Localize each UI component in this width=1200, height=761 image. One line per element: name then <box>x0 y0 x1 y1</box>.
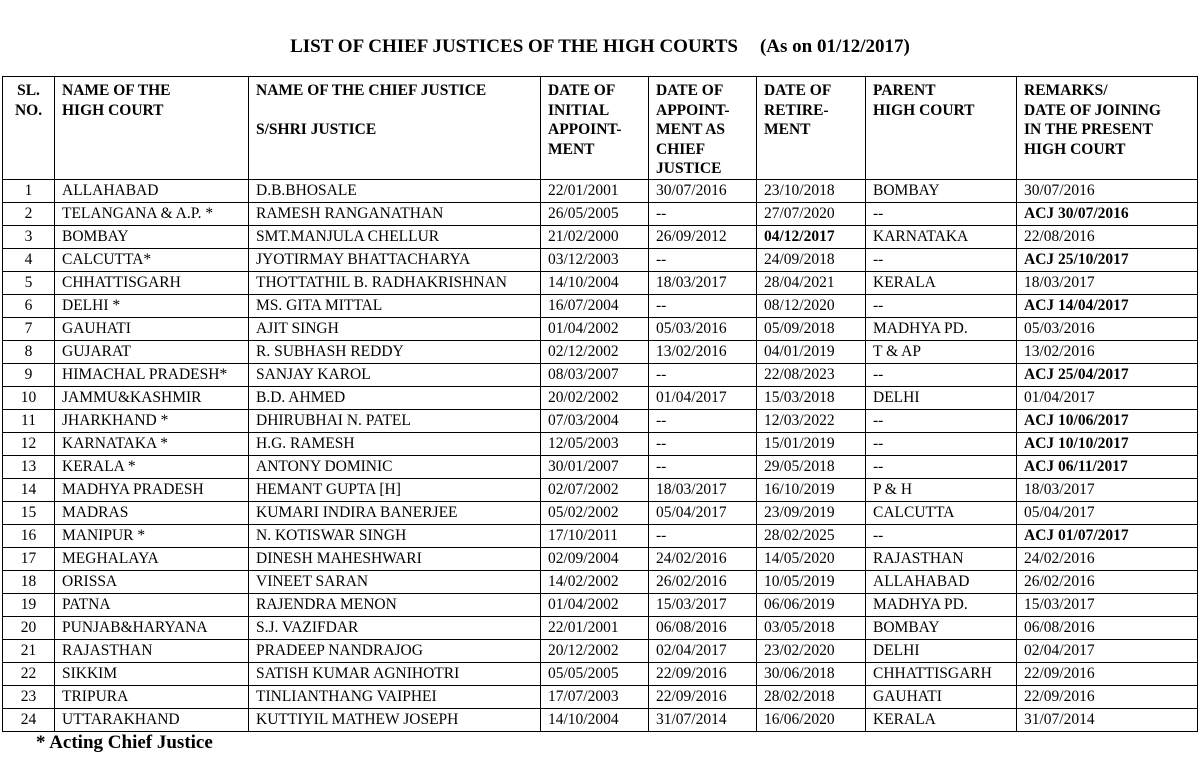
cell-high-court: KERALA * <box>55 456 249 479</box>
cell-remarks: ACJ 10/06/2017 <box>1017 410 1198 433</box>
cell-parent-court: -- <box>866 364 1017 387</box>
cell-chief-justice: SANJAY KAROL <box>249 364 541 387</box>
cell-sl-no: 5 <box>3 272 55 295</box>
cell-remarks: 06/08/2016 <box>1017 617 1198 640</box>
table-row <box>3 295 1198 318</box>
cell-retirement: 04/12/2017 <box>757 226 866 249</box>
cell-cj-appointment: 15/03/2017 <box>649 594 757 617</box>
header-line: IN THE PRESENT <box>1024 121 1153 138</box>
cell-chief-justice: VINEET SARAN <box>249 571 541 594</box>
cell-parent-court: ALLAHABAD <box>866 571 1017 594</box>
cell-sl-no: 15 <box>3 502 55 525</box>
cell-high-court: MANIPUR * <box>55 525 249 548</box>
table-row <box>3 249 1198 272</box>
cell-chief-justice: N. KOTISWAR SINGH <box>249 525 541 548</box>
header-line: HIGH COURT <box>62 101 164 119</box>
cell-sl-no: 8 <box>3 341 55 364</box>
header-line: RETIRE- <box>764 101 829 119</box>
cell-retirement: 27/07/2020 <box>757 203 866 226</box>
cell-high-court: PUNJAB&HARYANA <box>55 617 249 640</box>
cell-remarks: 13/02/2016 <box>1017 341 1198 364</box>
cell-parent-court: -- <box>866 295 1017 318</box>
parent-court-header <box>866 77 1017 180</box>
cell-initial-appointment: 02/09/2004 <box>541 548 649 571</box>
cell-sl-no: 23 <box>3 686 55 709</box>
cell-high-court: TELANGANA & A.P. * <box>55 203 249 226</box>
cell-cj-appointment: -- <box>649 203 757 226</box>
cell-initial-appointment: 03/12/2003 <box>541 249 649 272</box>
header-line: DATE OF JOINING <box>1024 101 1161 119</box>
header-line: NO. <box>14 101 43 119</box>
cell-parent-court: -- <box>866 410 1017 433</box>
cell-retirement: 23/02/2020 <box>757 640 866 663</box>
cell-sl-no: 19 <box>3 594 55 617</box>
table-header-row <box>3 77 1198 180</box>
cell-initial-appointment: 14/10/2004 <box>541 272 649 295</box>
cell-parent-court: P & H <box>866 479 1017 502</box>
cell-retirement: 16/06/2020 <box>757 709 866 732</box>
cell-chief-justice: MS. GITA MITTAL <box>249 295 541 318</box>
cell-high-court: CHHATTISGARH <box>55 272 249 295</box>
header-line: NAME OF THE CHIEF JUSTICE <box>256 82 487 99</box>
cell-parent-court: BOMBAY <box>866 617 1017 640</box>
cell-cj-appointment: 13/02/2016 <box>649 341 757 364</box>
cell-sl-no: 16 <box>3 525 55 548</box>
header-line: APPOINT- <box>656 101 730 119</box>
cell-initial-appointment: 17/10/2011 <box>541 525 649 548</box>
cell-sl-no: 21 <box>3 640 55 663</box>
cell-initial-appointment: 02/07/2002 <box>541 479 649 502</box>
header-line: CHIEF <box>656 140 706 158</box>
cell-high-court: CALCUTTA* <box>55 249 249 272</box>
table-row <box>3 663 1198 686</box>
cell-cj-appointment: 22/09/2016 <box>649 663 757 686</box>
cell-high-court: DELHI * <box>55 295 249 318</box>
cell-parent-court: KERALA <box>866 272 1017 295</box>
cell-chief-justice: R. SUBHASH REDDY <box>249 341 541 364</box>
cell-high-court: TRIPURA <box>55 686 249 709</box>
cell-cj-appointment: 02/04/2017 <box>649 640 757 663</box>
cell-initial-appointment: 14/10/2004 <box>541 709 649 732</box>
cell-high-court: MEGHALAYA <box>55 548 249 571</box>
cell-initial-appointment: 20/02/2002 <box>541 387 649 410</box>
cell-initial-appointment: 26/05/2005 <box>541 203 649 226</box>
cell-remarks: 18/03/2017 <box>1017 272 1198 295</box>
table-row <box>3 226 1198 249</box>
cell-retirement: 12/03/2022 <box>757 410 866 433</box>
table-row <box>3 571 1198 594</box>
high-court-header <box>55 77 249 180</box>
cell-initial-appointment: 22/01/2001 <box>541 617 649 640</box>
cell-cj-appointment: 30/07/2016 <box>649 180 757 203</box>
table-row <box>3 709 1198 732</box>
cell-retirement: 15/03/2018 <box>757 387 866 410</box>
cell-initial-appointment: 08/03/2007 <box>541 364 649 387</box>
table-row <box>3 180 1198 203</box>
cell-initial-appointment: 12/05/2003 <box>541 433 649 456</box>
header-line: MENT <box>548 140 595 158</box>
cell-remarks: 01/04/2017 <box>1017 387 1198 410</box>
cell-chief-justice: THOTTATHIL B. RADHAKRISHNAN <box>249 272 541 295</box>
cell-sl-no: 9 <box>3 364 55 387</box>
cell-parent-court: T & AP <box>866 341 1017 364</box>
cell-initial-appointment: 05/05/2005 <box>541 663 649 686</box>
cell-chief-justice: KUMARI INDIRA BANERJEE <box>249 502 541 525</box>
cell-chief-justice: PRADEEP NANDRAJOG <box>249 640 541 663</box>
cell-chief-justice: RAMESH RANGANATHAN <box>249 203 541 226</box>
cell-retirement: 22/08/2023 <box>757 364 866 387</box>
cell-cj-appointment: -- <box>649 456 757 479</box>
cell-retirement: 08/12/2020 <box>757 295 866 318</box>
cell-remarks: ACJ 30/07/2016 <box>1017 203 1198 226</box>
table-row <box>3 548 1198 571</box>
cell-sl-no: 18 <box>3 571 55 594</box>
cell-sl-no: 24 <box>3 709 55 732</box>
cell-chief-justice: B.D. AHMED <box>249 387 541 410</box>
cell-initial-appointment: 22/01/2001 <box>541 180 649 203</box>
cell-remarks: ACJ 06/11/2017 <box>1017 456 1198 479</box>
table-row <box>3 364 1198 387</box>
cell-high-court: ORISSA <box>55 571 249 594</box>
cell-parent-court: BOMBAY <box>866 180 1017 203</box>
cell-high-court: ALLAHABAD <box>55 180 249 203</box>
cell-initial-appointment: 14/02/2002 <box>541 571 649 594</box>
cell-remarks: 05/03/2016 <box>1017 318 1198 341</box>
cell-retirement: 28/02/2025 <box>757 525 866 548</box>
cell-chief-justice: DINESH MAHESHWARI <box>249 548 541 571</box>
table-row <box>3 387 1198 410</box>
cell-remarks: 05/04/2017 <box>1017 502 1198 525</box>
cell-sl-no: 6 <box>3 295 55 318</box>
cell-initial-appointment: 07/03/2004 <box>541 410 649 433</box>
cell-sl-no: 2 <box>3 203 55 226</box>
cell-chief-justice: JYOTIRMAY BHATTACHARYA <box>249 249 541 272</box>
header-line: S/SHRI JUSTICE <box>256 121 377 138</box>
cell-high-court: GAUHATI <box>55 318 249 341</box>
chief-justices-table <box>2 76 1198 732</box>
cell-chief-justice: SMT.MANJULA CHELLUR <box>249 226 541 249</box>
table-row <box>3 433 1198 456</box>
cell-cj-appointment: -- <box>649 410 757 433</box>
cell-parent-court: CHHATTISGARH <box>866 663 1017 686</box>
cell-retirement: 16/10/2019 <box>757 479 866 502</box>
title-date: (As on 01/12/2017) <box>759 36 910 57</box>
cell-high-court: PATNA <box>55 594 249 617</box>
header-line: DATE OF <box>656 82 724 99</box>
retirement-header <box>757 77 866 180</box>
cell-parent-court: GAUHATI <box>866 686 1017 709</box>
cell-chief-justice: TINLIANTHANG VAIPHEI <box>249 686 541 709</box>
cell-cj-appointment: 31/07/2014 <box>649 709 757 732</box>
cell-remarks: 24/02/2016 <box>1017 548 1198 571</box>
cell-retirement: 24/09/2018 <box>757 249 866 272</box>
cell-parent-court: DELHI <box>866 387 1017 410</box>
header-line: HIGH COURT <box>1024 140 1126 158</box>
cell-retirement: 29/05/2018 <box>757 456 866 479</box>
title-main: LIST OF CHIEF JUSTICES OF THE HIGH COURTS <box>290 36 738 57</box>
cell-initial-appointment: 20/12/2002 <box>541 640 649 663</box>
table-row <box>3 640 1198 663</box>
header-line: JUSTICE <box>656 160 722 177</box>
table-row <box>3 318 1198 341</box>
header-line: HIGH COURT <box>873 101 975 119</box>
cell-retirement: 30/06/2018 <box>757 663 866 686</box>
cell-parent-court: MADHYA PD. <box>866 318 1017 341</box>
cell-sl-no: 7 <box>3 318 55 341</box>
cell-initial-appointment: 02/12/2002 <box>541 341 649 364</box>
page-title <box>0 36 1200 58</box>
cell-chief-justice: AJIT SINGH <box>249 318 541 341</box>
cell-chief-justice: ANTONY DOMINIC <box>249 456 541 479</box>
cell-sl-no: 14 <box>3 479 55 502</box>
cell-remarks: 26/02/2016 <box>1017 571 1198 594</box>
table-row <box>3 410 1198 433</box>
cell-parent-court: KERALA <box>866 709 1017 732</box>
cell-initial-appointment: 17/07/2003 <box>541 686 649 709</box>
header-line <box>256 101 540 121</box>
cell-remarks: 22/09/2016 <box>1017 663 1198 686</box>
header-line: NAME OF THE <box>62 82 171 99</box>
cell-cj-appointment: 26/02/2016 <box>649 571 757 594</box>
table-row <box>3 525 1198 548</box>
cell-initial-appointment: 01/04/2002 <box>541 594 649 617</box>
cell-chief-justice: D.B.BHOSALE <box>249 180 541 203</box>
cell-sl-no: 17 <box>3 548 55 571</box>
cell-cj-appointment: -- <box>649 525 757 548</box>
cell-retirement: 03/05/2018 <box>757 617 866 640</box>
cell-sl-no: 11 <box>3 410 55 433</box>
cell-high-court: BOMBAY <box>55 226 249 249</box>
cell-cj-appointment: -- <box>649 249 757 272</box>
header-line: DATE OF <box>764 82 832 99</box>
remarks-header <box>1017 77 1198 180</box>
cell-cj-appointment: 18/03/2017 <box>649 272 757 295</box>
cell-chief-justice: S.J. VAZIFDAR <box>249 617 541 640</box>
cell-remarks: 15/03/2017 <box>1017 594 1198 617</box>
sl-no-header <box>3 77 55 180</box>
cell-remarks: ACJ 25/04/2017 <box>1017 364 1198 387</box>
cell-cj-appointment: 05/04/2017 <box>649 502 757 525</box>
cell-high-court: SIKKIM <box>55 663 249 686</box>
header-line: DATE OF <box>548 82 616 99</box>
cell-remarks: 22/09/2016 <box>1017 686 1198 709</box>
cell-chief-justice: KUTTIYIL MATHEW JOSEPH <box>249 709 541 732</box>
cell-chief-justice: SATISH KUMAR AGNIHOTRI <box>249 663 541 686</box>
table-row <box>3 456 1198 479</box>
table-body <box>3 180 1198 732</box>
cell-parent-court: -- <box>866 433 1017 456</box>
header-line: MENT AS <box>656 121 726 138</box>
cell-cj-appointment: 18/03/2017 <box>649 479 757 502</box>
cell-remarks: 18/03/2017 <box>1017 479 1198 502</box>
chief-justice-name-header <box>249 77 541 180</box>
cell-high-court: JAMMU&KASHMIR <box>55 387 249 410</box>
cell-retirement: 14/05/2020 <box>757 548 866 571</box>
cell-retirement: 23/09/2019 <box>757 502 866 525</box>
cell-parent-court: KARNATAKA <box>866 226 1017 249</box>
table-row <box>3 617 1198 640</box>
table-row <box>3 594 1198 617</box>
header-line: INITIAL <box>548 101 610 119</box>
cell-initial-appointment: 01/04/2002 <box>541 318 649 341</box>
cell-sl-no: 1 <box>3 180 55 203</box>
cell-high-court: MADRAS <box>55 502 249 525</box>
cell-parent-court: DELHI <box>866 640 1017 663</box>
cell-parent-court: CALCUTTA <box>866 502 1017 525</box>
header-line: APPOINT- <box>548 121 622 138</box>
cell-cj-appointment: 05/03/2016 <box>649 318 757 341</box>
header-line: PARENT <box>873 82 936 99</box>
cell-sl-no: 12 <box>3 433 55 456</box>
cell-sl-no: 13 <box>3 456 55 479</box>
cell-high-court: KARNATAKA * <box>55 433 249 456</box>
cell-sl-no: 4 <box>3 249 55 272</box>
cell-retirement: 28/02/2018 <box>757 686 866 709</box>
cell-initial-appointment: 30/01/2007 <box>541 456 649 479</box>
cell-parent-court: -- <box>866 203 1017 226</box>
cell-high-court: MADHYA PRADESH <box>55 479 249 502</box>
cell-sl-no: 10 <box>3 387 55 410</box>
header-line: REMARKS/ <box>1024 82 1108 99</box>
cell-remarks: 30/07/2016 <box>1017 180 1198 203</box>
cell-chief-justice: HEMANT GUPTA [H] <box>249 479 541 502</box>
table-row <box>3 502 1198 525</box>
cell-remarks: ACJ 10/10/2017 <box>1017 433 1198 456</box>
footnote: * Acting Chief Justice <box>36 732 213 753</box>
cell-parent-court: -- <box>866 249 1017 272</box>
cell-parent-court: MADHYA PD. <box>866 594 1017 617</box>
header-line: MENT <box>764 121 811 138</box>
cell-initial-appointment: 05/02/2002 <box>541 502 649 525</box>
cell-cj-appointment: 22/09/2016 <box>649 686 757 709</box>
cell-high-court: UTTARAKHAND <box>55 709 249 732</box>
cell-retirement: 05/09/2018 <box>757 318 866 341</box>
cell-sl-no: 22 <box>3 663 55 686</box>
cell-cj-appointment: -- <box>649 295 757 318</box>
cell-remarks: ACJ 14/04/2017 <box>1017 295 1198 318</box>
cell-high-court: HIMACHAL PRADESH* <box>55 364 249 387</box>
cj-appointment-header <box>649 77 757 180</box>
cell-remarks: 31/07/2014 <box>1017 709 1198 732</box>
cell-retirement: 06/06/2019 <box>757 594 866 617</box>
header-line: SL. <box>17 82 40 99</box>
initial-appointment-header <box>541 77 649 180</box>
cell-cj-appointment: 06/08/2016 <box>649 617 757 640</box>
cell-chief-justice: RAJENDRA MENON <box>249 594 541 617</box>
cell-high-court: RAJASTHAN <box>55 640 249 663</box>
cell-chief-justice: DHIRUBHAI N. PATEL <box>249 410 541 433</box>
table-row <box>3 479 1198 502</box>
cell-remarks: 02/04/2017 <box>1017 640 1198 663</box>
cell-high-court: JHARKHAND * <box>55 410 249 433</box>
cell-parent-court: -- <box>866 456 1017 479</box>
cell-retirement: 15/01/2019 <box>757 433 866 456</box>
cell-initial-appointment: 16/07/2004 <box>541 295 649 318</box>
cell-parent-court: RAJASTHAN <box>866 548 1017 571</box>
cell-retirement: 28/04/2021 <box>757 272 866 295</box>
cell-sl-no: 3 <box>3 226 55 249</box>
cell-cj-appointment: 24/02/2016 <box>649 548 757 571</box>
cell-retirement: 10/05/2019 <box>757 571 866 594</box>
cell-cj-appointment: -- <box>649 364 757 387</box>
table-row <box>3 203 1198 226</box>
cell-parent-court: -- <box>866 525 1017 548</box>
table-row <box>3 686 1198 709</box>
cell-retirement: 04/01/2019 <box>757 341 866 364</box>
cell-chief-justice: H.G. RAMESH <box>249 433 541 456</box>
cell-sl-no: 20 <box>3 617 55 640</box>
cell-remarks: ACJ 25/10/2017 <box>1017 249 1198 272</box>
table-row <box>3 341 1198 364</box>
cell-cj-appointment: 26/09/2012 <box>649 226 757 249</box>
cell-retirement: 23/10/2018 <box>757 180 866 203</box>
cell-cj-appointment: -- <box>649 433 757 456</box>
cell-remarks: 22/08/2016 <box>1017 226 1198 249</box>
cell-cj-appointment: 01/04/2017 <box>649 387 757 410</box>
cell-initial-appointment: 21/02/2000 <box>541 226 649 249</box>
table-row <box>3 272 1198 295</box>
cell-remarks: ACJ 01/07/2017 <box>1017 525 1198 548</box>
cell-high-court: GUJARAT <box>55 341 249 364</box>
